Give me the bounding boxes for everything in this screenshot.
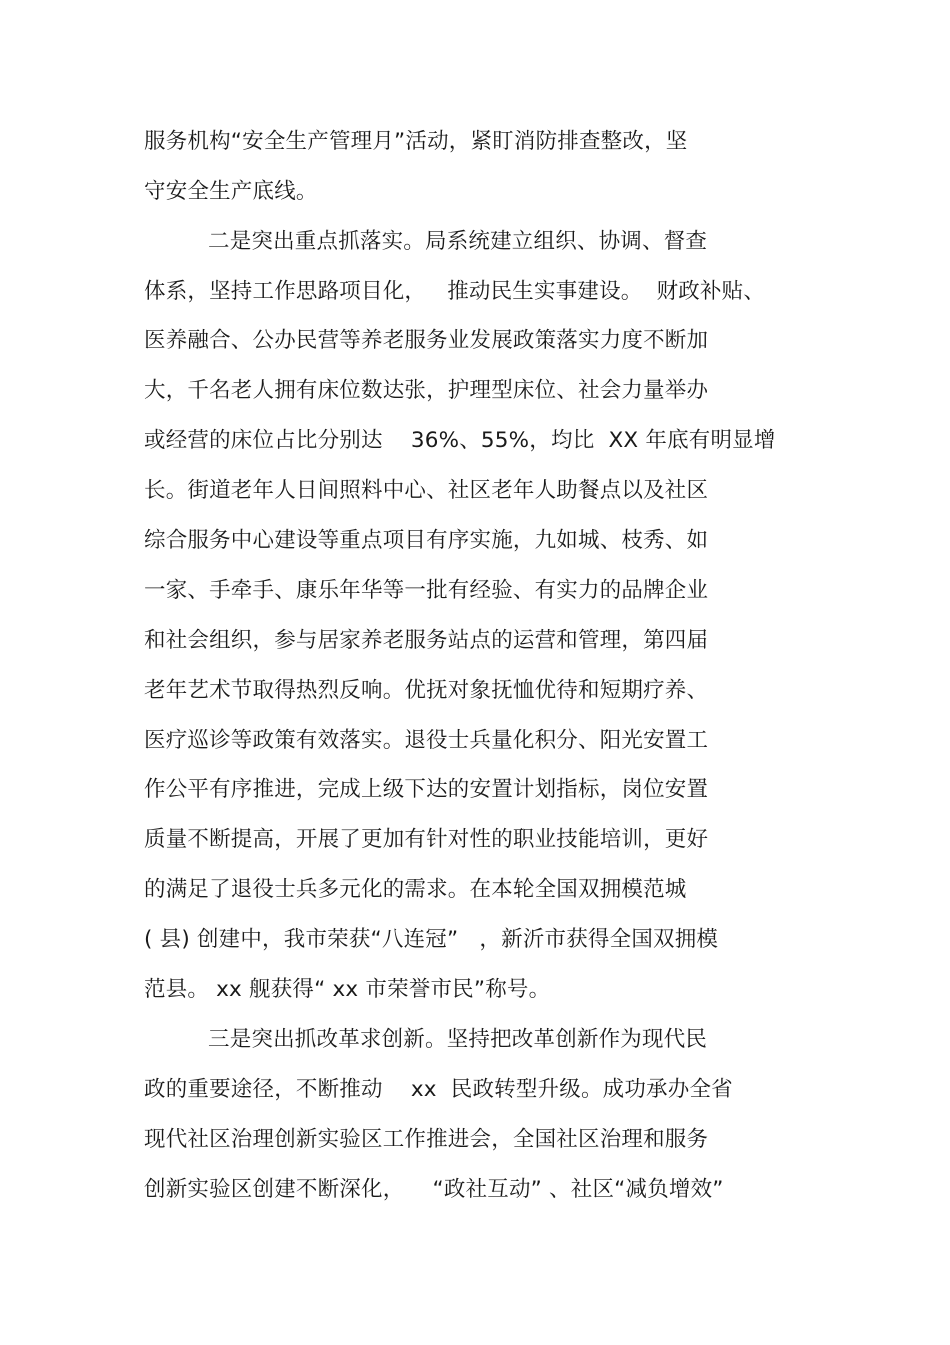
text-line-14: 作公平有序推进，完成上级下达的安置计划指标，岗位安置 (144, 777, 709, 802)
text-line-1: 服务机构“安全生产管理月”活动，紧盯消防排查整改，坚 (144, 129, 688, 154)
text-line-19: 三是突出抓改革求创新。坚持把改革创新作为现代民 (208, 1027, 708, 1052)
text-line-20: 政的重要途径，不断推动 xx 民政转型升级。成功承办全省 (144, 1077, 733, 1102)
text-line-10: 一家、手牵手、康乐年华等一批有经验、有实力的品牌企业 (144, 578, 709, 603)
text-line-6: 大，千名老人拥有床位数达张，护理型床位、社会力量举办 (144, 378, 709, 403)
text-line-2: 守安全生产底线。 (144, 179, 318, 204)
text-line-16: 的满足了退役士兵多元化的需求。在本轮全国双拥模范城 (144, 877, 687, 902)
text-line-11: 和社会组织，参与居家养老服务站点的运营和管理，第四届 (144, 628, 709, 653)
text-line-5: 医养融合、公办民营等养老服务业发展政策落实力度不断加 (144, 328, 709, 353)
text-line-18: 范县。 xx 舰获得“ xx 市荣誉市民”称号。 (144, 977, 551, 1002)
text-line-4: 体系，坚持工作思路项目化， 推动民生实事建设。 财政补贴、 (144, 279, 766, 304)
text-line-22: 创新实验区创建不断深化， “政社互动” 、社区“减负增效” (144, 1177, 724, 1202)
text-line-17: ( 县) 创建中，我市荣获“八连冠” ，新沂市获得全国双拥模 (144, 927, 719, 952)
text-line-9: 综合服务中心建设等重点项目有序实施，九如城、枝秀、如 (144, 528, 709, 553)
text-line-15: 质量不断提高，开展了更加有针对性的职业技能培训，更好 (144, 827, 709, 852)
text-line-21: 现代社区治理创新实验区工作推进会，全国社区治理和服务 (144, 1127, 709, 1152)
text-line-7: 或经营的床位占比分别达 36%、55%，均比 XX 年底有明显增 (144, 428, 776, 453)
text-line-12: 老年艺术节取得热烈反响。优抚对象抚恤优待和短期疗养、 (144, 678, 709, 703)
text-line-8: 长。街道老年人日间照料中心、社区老年人助餐点以及社区 (144, 478, 709, 503)
text-line-13: 医疗巡诊等政策有效落实。退役士兵量化积分、阳光安置工 (144, 728, 709, 753)
text-line-3: 二是突出重点抓落实。局系统建立组织、协调、督查 (208, 229, 708, 254)
